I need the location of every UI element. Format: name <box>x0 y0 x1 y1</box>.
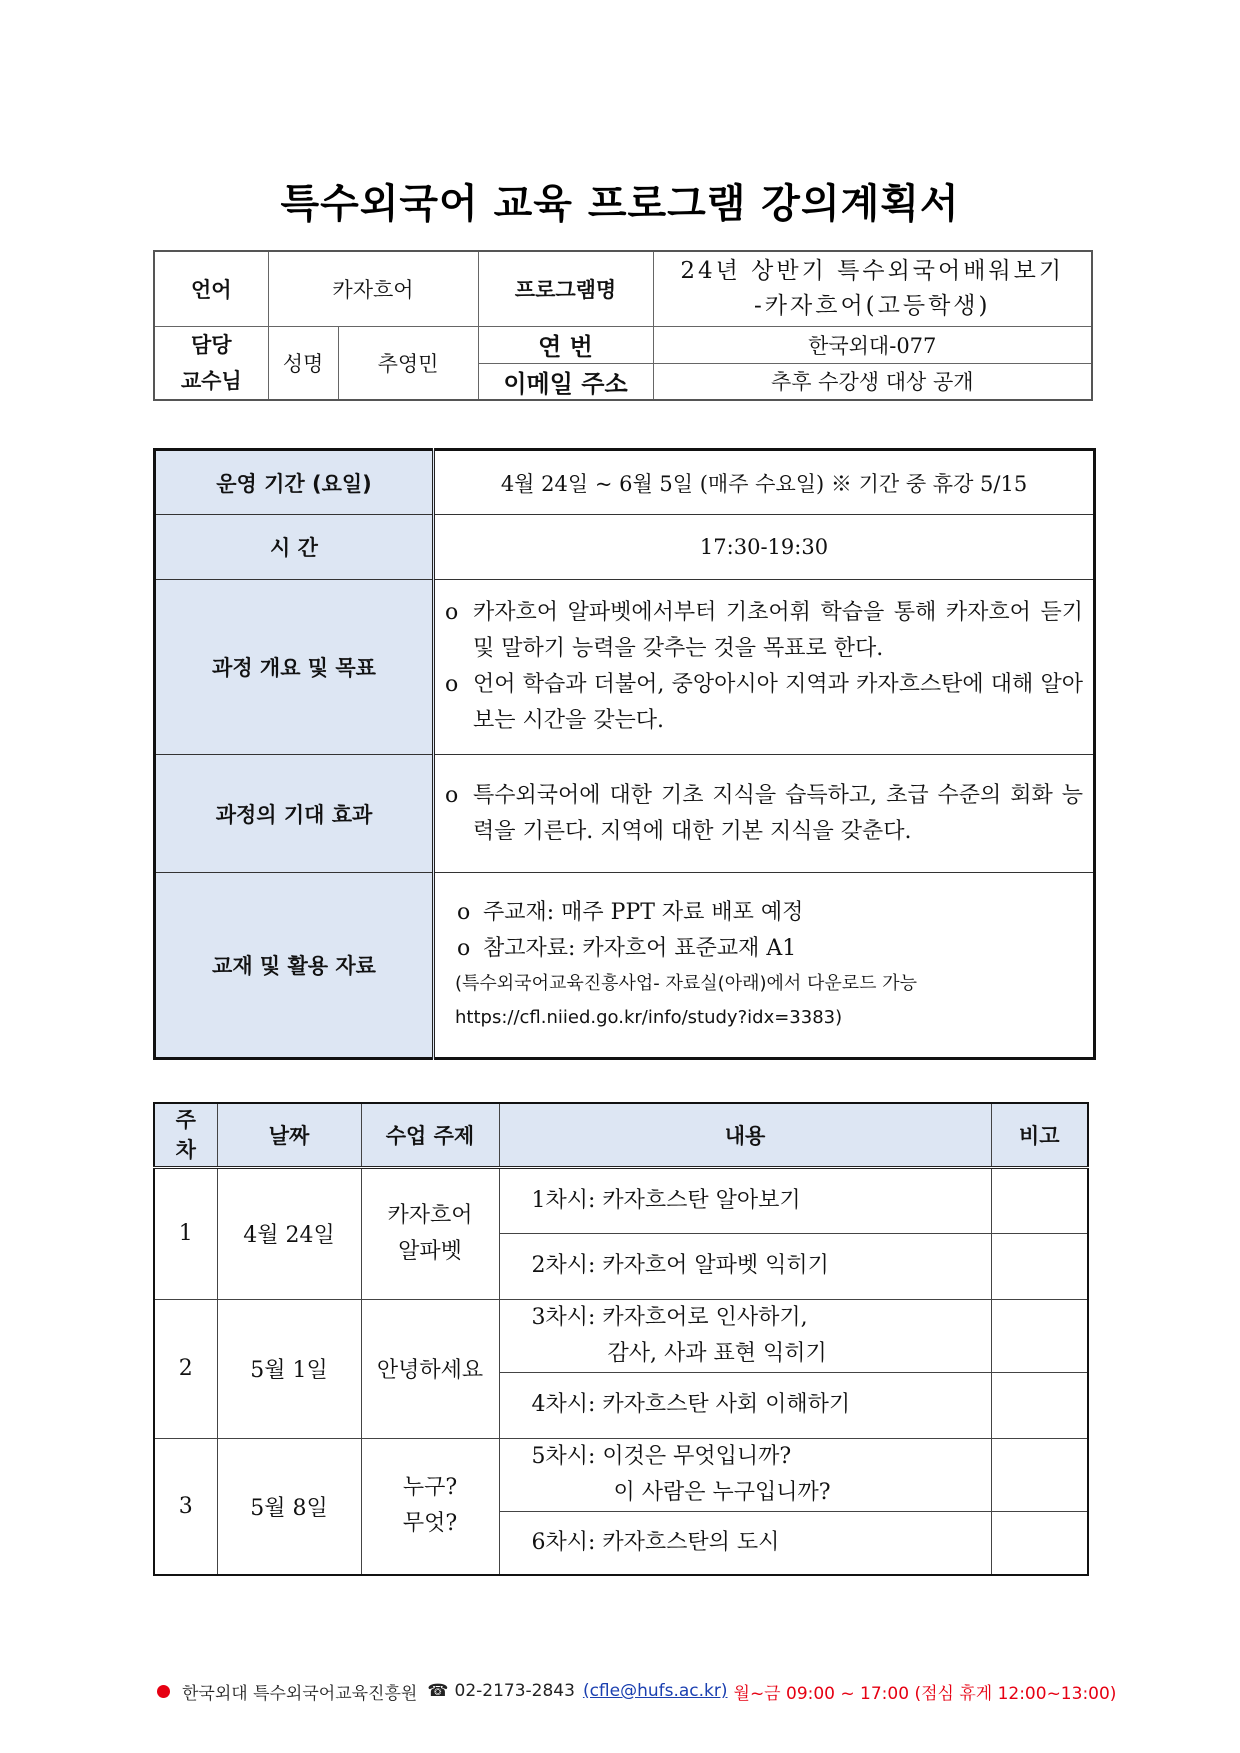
materials-ref-text: 참고자료: 카자흐어 표준교재 A1 <box>483 936 797 961</box>
footer-org: 한국외대 특수외국어교육진흥원 <box>182 1683 418 1704</box>
materials-ref <box>445 931 1083 967</box>
bullet: o <box>445 672 459 697</box>
header-topic: 수업 주제 <box>361 1103 499 1167</box>
session-note <box>991 1233 1088 1299</box>
program-line-2: -카자흐어(고등학생) <box>754 292 991 319</box>
session-note <box>991 1372 1088 1438</box>
professor-label-line-2: 교수님 <box>180 368 242 393</box>
footer-hours: 월~금 09:00 ~ 17:00 (점심 휴게 12:00~13:00) <box>733 1683 1117 1704</box>
bullet: o <box>445 600 459 625</box>
overview-label: 과정 개요 및 목표 <box>155 580 434 755</box>
footer-email-link[interactable]: (cfle@hufs.ac.kr) <box>582 1681 728 1701</box>
overview-content <box>434 580 1095 755</box>
period-value: 4월 24일 ~ 6월 5일 (매주 수요일) ※ 기간 중 휴강 5/15 <box>434 450 1095 515</box>
professor-label <box>154 326 268 400</box>
document-title: 특수외국어 교육 프로그램 강의계획서 <box>280 181 960 227</box>
footer <box>157 1676 1116 1706</box>
red-dot-icon <box>157 1685 170 1698</box>
materials-content <box>434 873 1095 1059</box>
materials-label: 교재 및 활용 자료 <box>155 873 434 1059</box>
language-label: 언어 <box>154 251 268 326</box>
effect-label: 과정의 기대 효과 <box>155 755 434 873</box>
overview-text: 언어 학습과 더불어, 중앙아시아 지역과 카자흐스탄에 대해 알아보는 시간을 갖는다. <box>473 672 1083 733</box>
program-line-1: 24년 상반기 특수외국어배워보기 <box>680 258 1065 285</box>
email-value: 추후 수강생 대상 공개 <box>653 363 1092 400</box>
program-name <box>653 251 1092 326</box>
schedule-table <box>153 1102 1089 1576</box>
week-number: 1 <box>154 1167 217 1299</box>
session-line-cont: 이 사람은 누구입니까? <box>613 1479 831 1505</box>
language-value: 카자흐어 <box>268 251 478 326</box>
session-note <box>991 1167 1088 1233</box>
header-week: 주 차 <box>154 1103 217 1167</box>
session-content <box>499 1299 991 1372</box>
header-content: 내용 <box>499 1103 991 1167</box>
bullet: o <box>457 936 471 961</box>
overview-text: 카자흐어 알파벳에서부터 기초어휘 학습을 통해 카자흐어 듣기 및 말하기 능력을 갖추는 것을 목표로 한다. <box>473 600 1083 661</box>
time-label: 시 간 <box>155 515 434 580</box>
program-label: 프로그램명 <box>478 251 653 326</box>
professor-label-line-1: 담당 <box>190 332 232 357</box>
session-note <box>991 1511 1088 1575</box>
session-content: 1차시: 카자흐스탄 알아보기 <box>499 1167 991 1233</box>
week-date: 4월 24일 <box>217 1167 361 1299</box>
session-line: 3차시: 카자흐어로 인사하기, <box>531 1304 808 1330</box>
effect-text: 특수외국어에 대한 기초 지식을 습득하고, 초급 수준의 회화 능력을 기른다. 지역에 대한 기본 지식을 갖춘다. <box>473 782 1083 844</box>
week-number: 2 <box>154 1299 217 1438</box>
time-value: 17:30-19:30 <box>434 515 1095 580</box>
bullet: o <box>445 782 459 808</box>
session-note <box>991 1438 1088 1511</box>
materials-main-text: 주교재: 매주 PPT 자료 배포 예정 <box>483 900 804 925</box>
session-content: 4차시: 카자흐스탄 사회 이해하기 <box>499 1372 991 1438</box>
session-content: 2차시: 카자흐어 알파벳 익히기 <box>499 1233 991 1299</box>
session-content: 6차시: 카자흐스탄의 도시 <box>499 1511 991 1575</box>
name-label: 성명 <box>268 326 338 400</box>
period-label: 운영 기간 (요일) <box>155 450 434 515</box>
header-date: 날짜 <box>217 1103 361 1167</box>
session-content <box>499 1438 991 1511</box>
materials-note-1: (특수외국어교육진흥사업- 자료실(아래)에서 다운로드 가능 <box>455 973 918 994</box>
serial-value: 한국외대-077 <box>653 326 1092 363</box>
header-note: 비고 <box>991 1103 1088 1167</box>
week-topic: 안녕하세요 <box>361 1299 499 1438</box>
phone-icon: ☎ <box>427 1681 449 1701</box>
session-note <box>991 1299 1088 1372</box>
bullet: o <box>457 900 471 925</box>
session-line-cont: 감사, 사과 표현 익히기 <box>607 1340 827 1366</box>
materials-note-2: https://cfl.niied.go.kr/info/study?idx=3383) <box>455 1007 843 1028</box>
overview-item <box>445 595 1083 667</box>
serial-label: 연 번 <box>478 326 653 363</box>
session-line: 5차시: 이것은 무엇입니까? <box>531 1443 792 1469</box>
week-date: 5월 1일 <box>217 1299 361 1438</box>
week-topic: 누구? 무엇? <box>361 1438 499 1575</box>
overview-item <box>445 667 1083 739</box>
week-topic: 카자흐어 알파벳 <box>361 1167 499 1299</box>
name-value: 추영민 <box>338 326 478 400</box>
email-label: 이메일 주소 <box>478 363 653 400</box>
effect-item <box>445 778 1083 850</box>
week-number: 3 <box>154 1438 217 1575</box>
week-date: 5월 8일 <box>217 1438 361 1575</box>
course-table <box>153 448 1096 1060</box>
footer-phone: 02-2173-2843 <box>454 1681 575 1701</box>
materials-main <box>445 895 1083 931</box>
info-table <box>153 250 1093 401</box>
effect-content <box>434 755 1095 873</box>
